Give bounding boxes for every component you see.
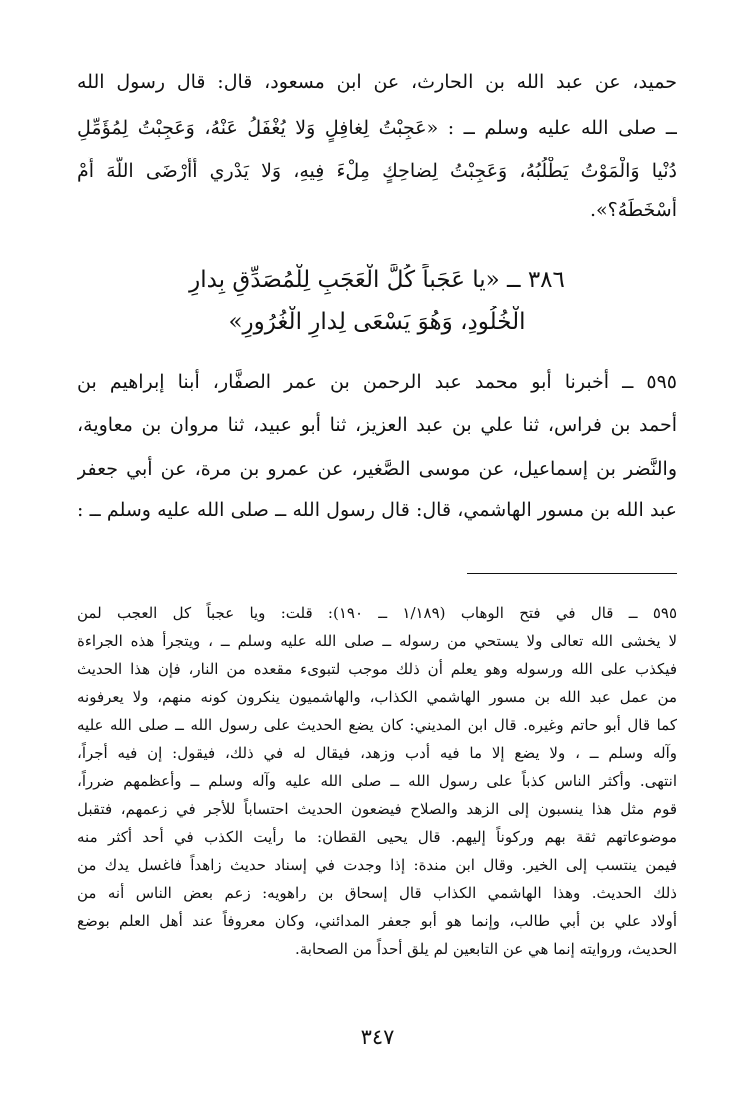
main-text-line: دُنْيا وَالْمَوْتُ يَطْلُبُهُ، وَعَجِبْتُ لِضاحِكٍ مِلْءَ فِيهِ، وَلا يَدْري أَأَرْضَى اللَّهَ أَمْ <box>77 160 677 182</box>
main-text-line: أَسْخَطَهُ؟». <box>590 199 677 221</box>
main-text-line: ــ صلى الله عليه وسلم ــ : «عَجِبْتُ لِغافِلٍ وَلا يُغْفَلُ عَنْهُ، وَعَجِبْتُ لِمُؤَمِّلِ <box>77 117 677 139</box>
hadith-line: عبد الله بن مسور الهاشمي، قال: قال رسول الله ــ صلى الله عليه وسلم ــ : <box>77 499 677 521</box>
footnote-line: الحديث، وروايته إنما هي عن التابعين لم يلق أحداً من الصحابة. <box>294 940 677 958</box>
footnote-line: ذلك الحديث. وهذا الهاشمي الكذاب قال إسحاق بن راهويه: زعم بعض الناس أنه من <box>77 884 677 902</box>
page-number: ٣٤٧ <box>360 1025 395 1049</box>
footnote-line: ٥٩٥ ــ قال في فتح الوهاب (١/١٨٩ ــ ١٩٠): قلت: ويا عجباً كل العجب لمن <box>77 604 677 622</box>
hadith-line: والنَّضر بن إسماعيل، عن موسى الصَّغير، عن عمرو بن مرة، عن أبي جعفر <box>77 458 677 480</box>
footnote-line: انتهى. وأكثر الناس كذباً على رسول الله ــ صلى الله عليه وآله وسلم ــ وأعظمهم ضرراً، <box>77 772 677 790</box>
footnote-line: من عمل عبد الله بن مسور الهاشمي الكذاب، والهاشميون ينكرون كونه منهم، ولا يعرفونه <box>77 688 677 706</box>
footnote-separator <box>467 573 677 574</box>
footnote-line: فيكذب على الله ورسوله وهو يعلم أن ذلك موجب لتبوىء مقعده من النار، فإن هذا الحديث <box>77 660 677 678</box>
footnote-line: وآله وسلم ــ ، ولا يضع إلا ما فيه أدب وزهد، فيقال له في ذلك، فيقول: إن فيه أجراً، <box>77 744 677 762</box>
footnote-line: قوم مثل هذا ينسبون إلى الزهد والصلاح فيضعون الحديث احتساباً للأجر في زعمهم، فتقبل <box>77 800 677 818</box>
heading-line: ٣٨٦ ــ «يا عَجَباً كُلَّ الْعَجَبِ لِلْمُصَدِّقِ بِدارِ <box>189 267 565 293</box>
footnote-line: موضوعاتهم ثقة بهم وركوناً إليهم. قال يحيى القطان: ما رأيت الكذب في أحد أكثر منه <box>77 828 677 846</box>
hadith-line: ٥٩٥ ــ أخبرنا أبو محمد عبد الرحمن بن عمر الصفَّار، أبنا إبراهيم بن <box>77 371 677 393</box>
hadith-line: أحمد بن فراس، ثنا علي بن عبد العزيز، ثنا أبو عبيد، ثنا مروان بن معاوية، <box>77 414 677 436</box>
heading-line: الْخُلُودِ، وَهُوَ يَسْعَى لِدارِ الْغُرُورِ» <box>228 309 526 335</box>
footnote-line: فيمن ينتسب إلى الخير. وقال ابن مندة: إذا وجدت في إسناد حديث زاهداً فاغسل يدك من <box>77 856 677 874</box>
main-text-line: حميد، عن عبد الله بن الحارث، عن ابن مسعود، قال: قال رسول الله <box>77 71 677 93</box>
footnote-line: كما قال أبو حاتم وغيره. قال ابن المديني: كان يضع الحديث على رسول الله ــ صلى الله عليه <box>77 716 677 734</box>
footnote-line: أولاد علي بن أبي طالب، وإنما هو أبو جعفر المدائني، وكان معروفاً عند أهل العلم بوضع <box>77 912 677 930</box>
footnote-line: لا يخشى الله تعالى ولا يستحي من رسوله ــ صلى الله عليه وسلم ــ ، ويتجرأ هذه الجراءة <box>77 632 677 650</box>
